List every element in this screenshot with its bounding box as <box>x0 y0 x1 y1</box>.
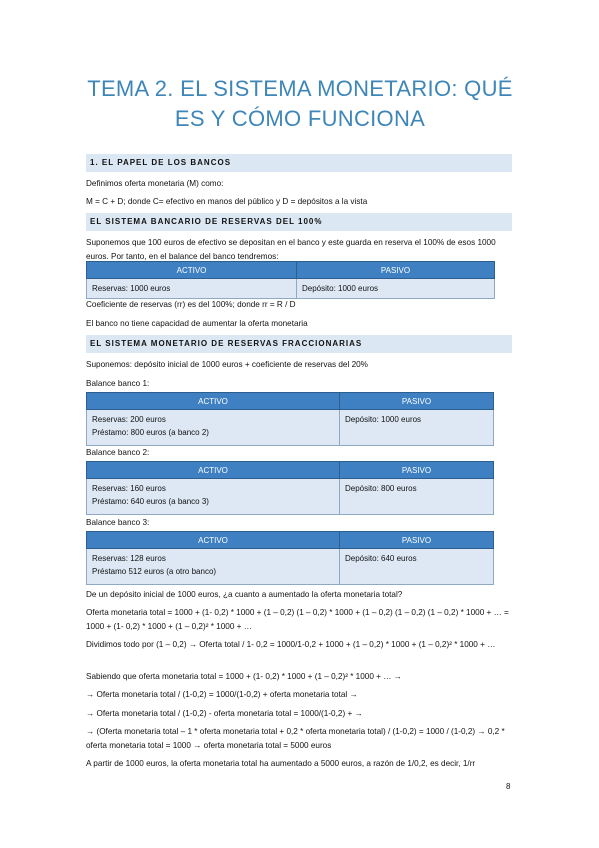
text-pregunta: De un depósito inicial de 1000 euros, ¿a cuanto a aumentado la oferta monetaria total? <box>86 590 403 599</box>
text-ecuacion-4: → Oferta monetaria total / (1-0,2) = 1000/(1-0,2) + oferta monetaria total → <box>86 690 358 699</box>
col-pasivo: PASIVO <box>340 393 494 410</box>
text-ecuacion-1: Oferta monetaria total = 1000 + (1- 0,2) * 1000 + (1 – 0,2) (1 – 0,2) * 1000 + (1 – 0,2) (1 – 0,2) (1 – 0,2) * 1000 + … = 1000 + (1- 0,2) * 1000 + (1 – 0,2)² * 1000 + … <box>86 608 509 631</box>
activo-reservas: Reservas: 200 euros <box>92 415 166 424</box>
text-ecuacion-3: Sabiendo que oferta monetaria total = 1000 + (1- 0,2) * 1000 + (1 – 0,2)² * 1000 + … → <box>86 672 402 681</box>
col-pasivo: PASIVO <box>297 262 495 279</box>
text-ecuacion-2: Dividimos todo por (1 – 0,2) → Oferta total / 1- 0,2 = 1000/1-0,2 + 1000 + (1 – 0,2) * 1000 + (1 – 0,2)² * 1000 + … <box>86 640 496 649</box>
text-conclusion: A partir de 1000 euros, la oferta monetaria total ha aumentado a 5000 euros, a razón de 1/0,2, es decir, 1/rr <box>86 759 476 768</box>
activo-prestamo: Préstamo 512 euros (a otro banco) <box>92 567 217 576</box>
col-pasivo: PASIVO <box>340 532 494 549</box>
text-ecuacion-5: → Oferta monetaria total / (1-0,2) - oferta monetaria total = 1000/(1-0,2) + → <box>86 709 363 718</box>
page-title: TEMA 2. EL SISTEMA MONETARIO: QUÉ ES Y CÓMO FUNCIONA <box>87 76 513 131</box>
text-banco-no-aumenta: El banco no tiene capacidad de aumentar la oferta monetaria <box>86 319 308 328</box>
balance-table-1 <box>86 392 494 446</box>
text-definicion: Definimos oferta monetaria (M) como: <box>86 179 224 188</box>
text-ecuacion-6: → (Oferta monetaria total – 1 * oferta monetaria total + 0,2 * oferta monetaria total) / (1-0,2) = 1000 / (1-0,2) → 0,2 * oferta monetaria total = 1000 → oferta monetaria total = 5000 euros <box>86 727 505 750</box>
text-suponemos-100: Suponemos que 100 euros de efectivo se depositan en el banco y este guarda en reserva el 100% de esos 1000 euros. Por tanto, en el balance del banco tendremos: <box>86 238 496 261</box>
activo-reservas: Reservas: 160 euros <box>92 484 166 493</box>
activo-prestamo: Préstamo: 640 euros (a banco 3) <box>92 497 209 506</box>
cell-pasivo: Depósito: 1000 euros <box>340 410 494 446</box>
label-balance-1: Balance banco 1: <box>86 379 150 388</box>
col-pasivo: PASIVO <box>340 462 494 479</box>
cell-activo <box>87 479 340 515</box>
section-heading-reservas-fraccionarias: EL SISTEMA MONETARIO DE RESERVAS FRACCIONARIAS <box>86 335 512 353</box>
label-balance-3: Balance banco 3: <box>86 518 150 527</box>
col-activo: ACTIVO <box>87 262 297 279</box>
section-heading-papel-bancos: 1. EL PAPEL DE LOS BANCOS <box>86 154 512 172</box>
balance-table-2 <box>86 461 494 515</box>
text-coeficiente: Coeficiente de reservas (rr) es del 100%; donde rr = R / D <box>86 300 296 309</box>
balance-table-3 <box>86 531 494 585</box>
text-suponemos-20: Suponemos: depósito inicial de 1000 euros + coeficiente de reservas del 20% <box>86 360 368 369</box>
section-heading-reservas-100: EL SISTEMA BANCARIO DE RESERVAS DEL 100% <box>86 213 512 231</box>
label-balance-2: Balance banco 2: <box>86 448 150 457</box>
col-activo: ACTIVO <box>87 462 340 479</box>
cell-pasivo: Depósito: 800 euros <box>340 479 494 515</box>
cell-activo: Reservas: 1000 euros <box>87 279 297 299</box>
col-activo: ACTIVO <box>87 393 340 410</box>
cell-activo <box>87 549 340 585</box>
col-activo: ACTIVO <box>87 532 340 549</box>
activo-reservas: Reservas: 128 euros <box>92 554 166 563</box>
cell-pasivo: Depósito: 1000 euros <box>297 279 495 299</box>
text-formula-m: M = C + D; donde C= efectivo en manos del público y D = depósitos a la vista <box>86 197 368 206</box>
cell-pasivo: Depósito: 640 euros <box>340 549 494 585</box>
balance-table-100 <box>86 261 495 299</box>
activo-prestamo: Préstamo: 800 euros (a banco 2) <box>92 428 209 437</box>
cell-activo <box>87 410 340 446</box>
page-number: 8 <box>506 782 511 791</box>
